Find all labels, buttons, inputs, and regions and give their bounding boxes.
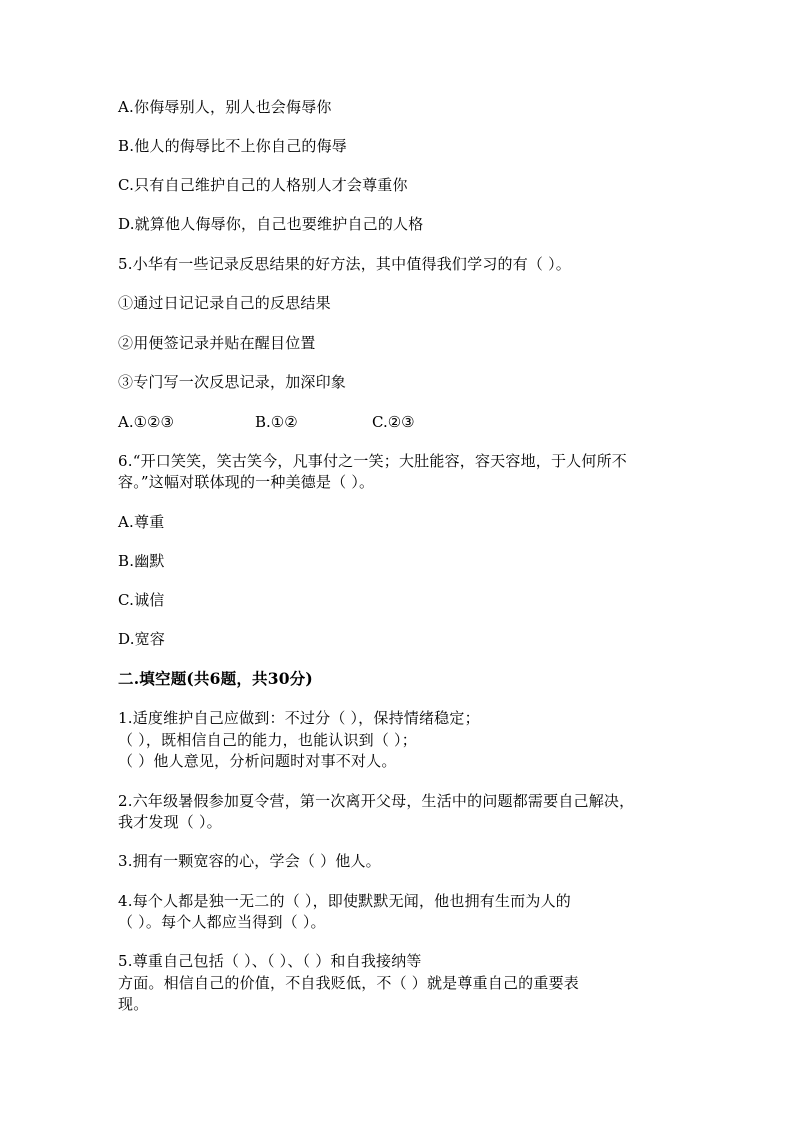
fill-2-line-1: 2.六年级暑假参加夏令营，第一次离开父母，生活中的问题都需要自己解决， bbox=[118, 792, 635, 810]
q5-option-a: A.①②③ bbox=[118, 413, 174, 431]
fill-1-line-3: （ ）他人意见，分析问题时对事不对人。 bbox=[118, 752, 397, 770]
q6-stem-line-2: 容。”这幅对联体现的一种美德是（ ）。 bbox=[118, 473, 375, 491]
fill-1-line-1: 1.适度维护自己应做到：不过分（ ），保持情绪稳定； bbox=[118, 709, 480, 727]
q5-stem: 5.小华有一些记录反思结果的好方法，其中值得我们学习的有（ ）。 bbox=[118, 255, 571, 273]
q6-option-c: C.诚信 bbox=[118, 591, 165, 609]
q4-option-c: C.只有自己维护自己的人格别人才会尊重你 bbox=[118, 176, 408, 194]
section-2-title: 二.填空题(共6题，共30分) bbox=[118, 669, 313, 688]
fill-3-line-1: 3.拥有一颗宽容的心，学会（ ）他人。 bbox=[118, 852, 381, 870]
fill-5-line-2: 方面。相信自己的价值，不自我贬低，不（ ）就是尊重自己的重要表 bbox=[118, 974, 579, 992]
q6-stem-line-1: 6.“开口笑笑，笑古笑今，凡事付之一笑；大肚能容，容天容地，于人何所不 bbox=[118, 452, 627, 470]
q6-option-b: B.幽默 bbox=[118, 552, 165, 570]
fill-5-line-1: 5.尊重自己包括（ ）、（ ）、（ ）和自我接纳等 bbox=[118, 952, 422, 970]
fill-2-line-2: 我才发现（ ）。 bbox=[118, 813, 222, 831]
q5-option-b: B.①② bbox=[255, 413, 298, 431]
q5-item-2: ②用便签记录并贴在醒目位置 bbox=[118, 334, 316, 352]
fill-4-line-2: （ ）。每个人都应当得到（ ）。 bbox=[118, 913, 326, 931]
q4-option-d: D.就算他人侮辱你，自己也要维护自己的人格 bbox=[118, 215, 424, 233]
q5-option-c: C.②③ bbox=[372, 413, 415, 431]
q4-option-a: A.你侮辱别人，别人也会侮辱你 bbox=[118, 98, 332, 116]
q5-item-1: ①通过日记记录自己的反思结果 bbox=[118, 294, 331, 312]
q5-item-3: ③专门写一次反思记录，加深印象 bbox=[118, 373, 347, 391]
q6-option-d: D.宽容 bbox=[118, 630, 166, 648]
fill-1-line-2: （ ），既相信自己的能力，也能认识到（ ）； bbox=[118, 731, 417, 749]
q6-option-a: A.尊重 bbox=[118, 513, 165, 531]
q4-option-b: B.他人的侮辱比不上你自己的侮辱 bbox=[118, 137, 347, 155]
fill-5-line-3: 现。 bbox=[118, 995, 149, 1013]
fill-4-line-1: 4.每个人都是独一无二的（ ），即使默默无闻，他也拥有生而为人的 bbox=[118, 892, 571, 910]
